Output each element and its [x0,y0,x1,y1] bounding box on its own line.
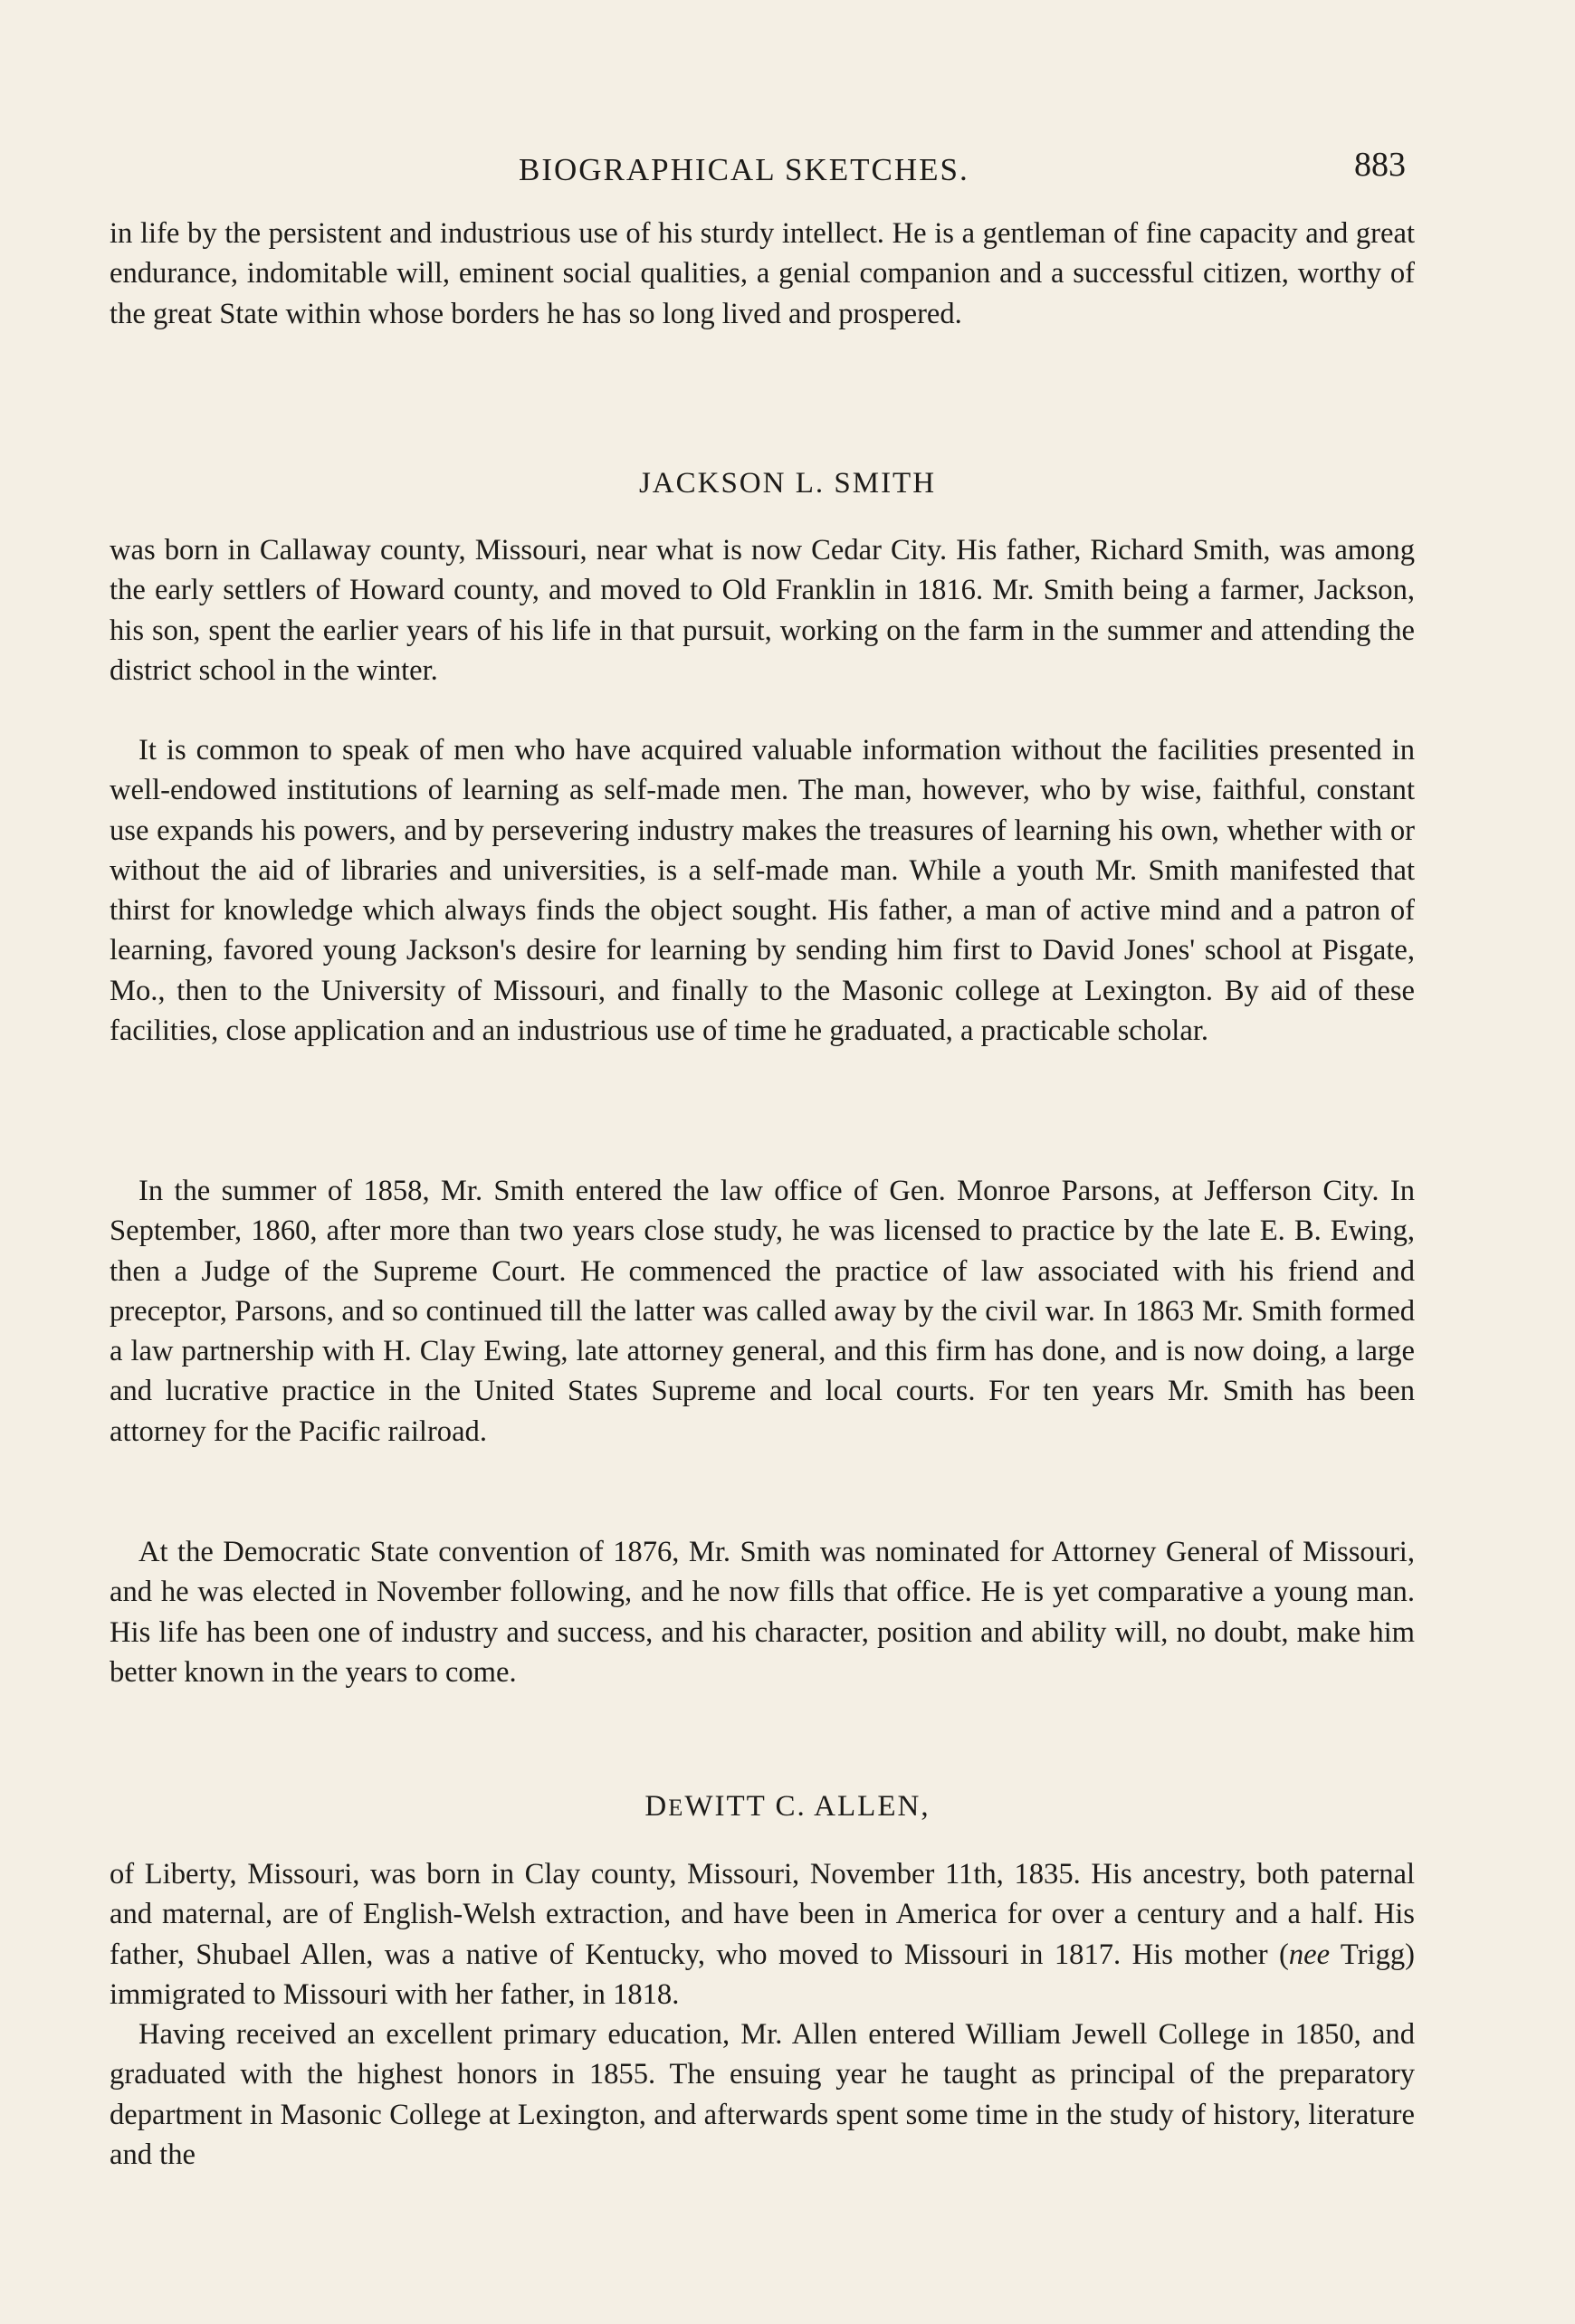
page-number: 883 [1354,146,1406,184]
smith-paragraph-4: At the Democratic State convention of 1876, Mr. Smith was nominated for Attorney General of Missouri, and he was elected in November following, and he now fills that office. He is yet comparative a young man. His life has been one of industry and success, and his character, position and ability will, no doubt, make him better known in the years to come. [110,1536,1415,1689]
smith-paragraph-3: In the summer of 1858, Mr. Smith entered the law office of Gen. Monroe Parsons, at Jefferson City. In September, 1860, after more than two years close study, he was licensed to practice by the late E. B. Ewing, then a Judge of the Supreme Court. He commenced the practice of law associated with his friend and preceptor, Parsons, and so continued till the latter was called away by the civil war. In 1863 Mr. Smith formed a law partnership with H. Clay Ewing, late attorney general, and this firm has done, and is now doing, a large and lucrative practice in the United States Supreme and local courts. For ten years Mr. Smith has been attorney for the Pacific railroad. [110,1175,1415,1448]
heading-rest: WITT C. ALLEN, [684,1790,931,1823]
page-header [0,143,1575,197]
intro-paragraph: in life by the persistent and industrious use of his sturdy intellect. He is a gentleman of fine capacity and great endurance, indomitable will, eminent social qualities, a genial companion and a successful citizen, worthy of the great State within whose borders he has so long lived and prospered. [110,217,1415,330]
heading-small-cap: E [668,1794,685,1821]
smith-paragraph-1: was born in Callaway county, Missouri, near what is now Cedar City. His father, Richard Smith, was among the early settlers of Howard county, and moved to Old Franklin in 1816. Mr. Smith being a farmer, Jackson, his son, spent the earlier years of his life in that pursuit, working on the farm in the summer and attending the district school in the winter. [110,534,1415,687]
allen-paragraph-1-italic: nee [1288,1938,1331,1971]
section-heading-dewitt-allen [0,1790,1575,1824]
heading-initial: D [644,1790,669,1823]
allen-paragraph-2: Having received an excellent primary education, Mr. Allen entered William Jewell College in 1850, and graduated with the highest honors in 1855. The ensuing year he taught as principal of the preparatory department in Masonic College at Lexington, and afterwards spent some time in the study of history, literature and the [110,2018,1415,2171]
allen-paragraph-1-text-a: of Liberty, Missouri, was born in Clay county, Missouri, November 11th, 1835. His ancestry, both paternal and maternal, are of English-Welsh extraction, and have been in America for over a century and a half. His father, Shubael Allen, was a native of Kentucky, who moved to Missouri in 1817. His mother ( [110,1858,1415,1971]
section-heading-jackson-smith: JACKSON L. SMITH [638,467,937,500]
smith-paragraph-2: It is common to speak of men who have acquired valuable information without the facilities presented in well-endowed institutions of learning as self-made men. The man, however, who by wise, faithful, constant use expands his powers, and by persevering industry makes the treasures of learning his own, whether with or without the aid of libraries and universities, is a self-made man. While a youth Mr. Smith manifested that thirst for knowledge which always finds the object sought. His father, a man of active mind and a patron of learning, favored young Jackson's desire for learning by sending him first to David Jones' school at Pisgate, Mo., then to the University of Missouri, and finally to the Masonic college at Lexington. By aid of these facilities, close application and an industrious use of time he graduated, a practicable scholar. [110,734,1415,1048]
allen-paragraph-1 [110,1854,1415,2014]
allen-paragraph-1-text-b: Trigg) immigrated to Missouri with her father, in 1818. [110,1938,1415,2011]
running-head: BIOGRAPHICAL SKETCHES. [519,152,969,187]
